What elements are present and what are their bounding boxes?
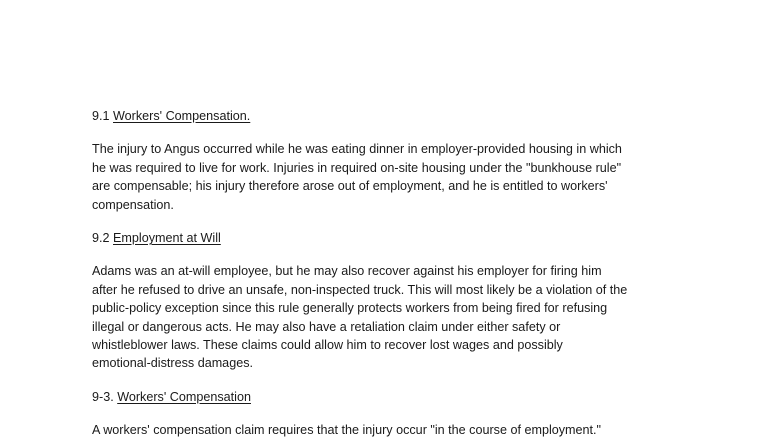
section-9-1 xyxy=(92,107,702,229)
section-number: 9.1 xyxy=(92,109,110,123)
section-number: 9-3. xyxy=(92,389,114,404)
section-9-2 xyxy=(92,229,702,388)
document-page xyxy=(92,107,702,440)
section-heading xyxy=(92,107,702,125)
section-number: 9.2 xyxy=(92,231,110,246)
body-line: are compensable; his injury therefore arose out of employment, and he is entitled to workers' xyxy=(92,179,608,194)
body-line: whistleblower laws. These claims could allow him to recover lost wages and possibly xyxy=(92,338,563,353)
body-line: Adams was an at-will employee, but he may also recover against his employer for firing him xyxy=(92,264,602,279)
section-title: Workers' Compensation. xyxy=(113,109,251,123)
section-heading xyxy=(92,388,702,406)
body-line: after he refused to drive an unsafe, non-inspected truck. This will most likely be a violation of the xyxy=(92,282,628,297)
body-line: A workers' compensation claim requires that the injury occur "in the course of employment." xyxy=(92,423,602,438)
body-line: he was required to live for work. Injuries in required on-site housing under the "bunkhouse rule" xyxy=(92,160,622,175)
section-title: Employment at Will xyxy=(113,231,221,246)
body-line: compensation. xyxy=(92,197,174,212)
body-line: The injury to Angus occurred while he was eating dinner in employer-provided housing in which xyxy=(92,142,622,157)
body-line: public-policy exception since this rule generally protects workers from being fired for refusing xyxy=(92,301,608,316)
section-body xyxy=(92,140,702,214)
body-line: illegal or dangerous acts. He may also have a retaliation claim under either safety or xyxy=(92,319,561,334)
section-heading xyxy=(92,229,702,247)
section-body xyxy=(92,421,702,439)
section-9-3 xyxy=(92,388,702,440)
section-body xyxy=(92,262,702,372)
section-title: Workers' Compensation xyxy=(117,389,251,404)
body-line: emotional-distress damages. xyxy=(92,356,253,371)
